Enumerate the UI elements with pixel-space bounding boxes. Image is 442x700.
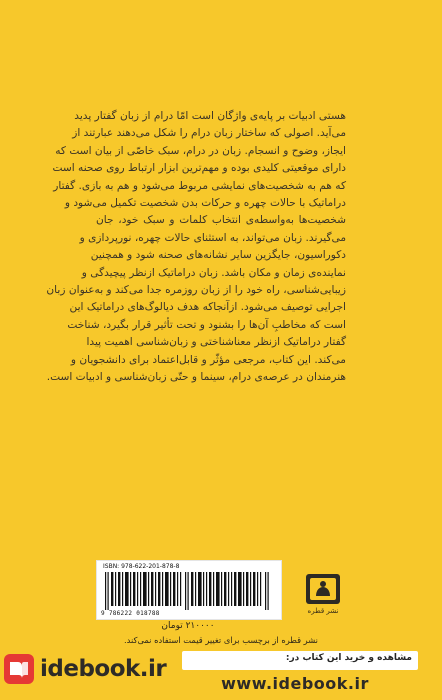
watermark-logo-text: idebook.ir xyxy=(40,656,167,682)
blurb-line: گفتار دراماتیک ازنظر معناشناختی و زبان‌شناسی اهمیت پیدا xyxy=(86,336,346,349)
ean-digits: 9 786222 018788 xyxy=(101,610,160,617)
publisher-name: نشر قطره xyxy=(307,607,339,615)
blurb-line: می‌کند. این کتاب، مرجعی مؤثّر و قابل‌اعتماد برای دانشجویان و xyxy=(70,353,346,366)
blurb-line: که هم به شخصیت‌های نمایشی مربوط می‌شود و هم به بازی. گفتار xyxy=(53,179,346,192)
isbn-label: ISBN: 978-622-201-878-8 xyxy=(103,563,180,570)
blurb-line: زیبایی‌شناسی، راه خود را از زبان روزمره جدا می‌کند و به‌عنوان زبان xyxy=(46,284,346,297)
barcode-icon xyxy=(103,572,275,610)
blurb-text xyxy=(46,108,346,387)
price-label: ۲۱۰۰۰۰ تومان xyxy=(161,621,215,631)
blurb-line: دارای موقعیتی کلیدی بوده و مهم‌ترین ابزار ارتباط روی صحنه است xyxy=(52,162,346,175)
blurb-line: شخصیت‌ها به‌واسطه‌ی انتخاب کلمات و سبک خود، جان xyxy=(96,214,346,227)
blurb-line: هنرمندان در عرصه‌ی درام، سینما و حتّی زبان‌شناسی و ادبیات است. xyxy=(46,371,346,384)
blurb-line: می‌آید. اصولی که ساختار زبان درام را شکل می‌دهند عبارتند از xyxy=(72,127,346,140)
blurb-line: نماینده‌ی زمان و مکان باشد. زبان دراماتیک ازنظر پیچیدگی و xyxy=(81,266,346,279)
blurb-line: ایجاز، وضوح و انسجام. زبان در درام، سبک خاصّی از بیان است که xyxy=(55,144,346,157)
blurb-line: دکوراسیون، جایگزین سایر نشانه‌های صحنه شود و همچنین xyxy=(90,249,346,262)
blurb-line: دراماتیک با حالات چهره و حرکات بدن شخصیت تکمیل می‌شود و xyxy=(64,197,346,210)
watermark-ad-bar xyxy=(182,651,418,670)
blurb-line: است که مخاطبِ آن‌ها را بشنود و تحت تأثیر قرار بگیرد، شناخت xyxy=(67,318,346,331)
watermark-url[interactable]: www.idebook.ir xyxy=(221,674,369,693)
price-note: نشر قطره از برچسب برای تغییر قیمت استفاده نمی‌کند. xyxy=(124,635,318,645)
blurb-line: می‌گیرند. زبان می‌تواند، به استثنای حالات چهره، نورپردازی و xyxy=(79,231,346,244)
blurb-line: اجرایی توصیف می‌شود. ازآنجاکه هدف دیالوگ‌های دراماتیک این xyxy=(69,301,346,314)
isbn-barcode-block xyxy=(96,560,282,620)
watermark-ad-text: مشاهده و خرید این کتاب در: xyxy=(285,653,412,663)
blurb-line: هستی ادبیات بر پایه‌ی واژگان است امّا درام از زبان گفتار پدید xyxy=(74,110,346,122)
